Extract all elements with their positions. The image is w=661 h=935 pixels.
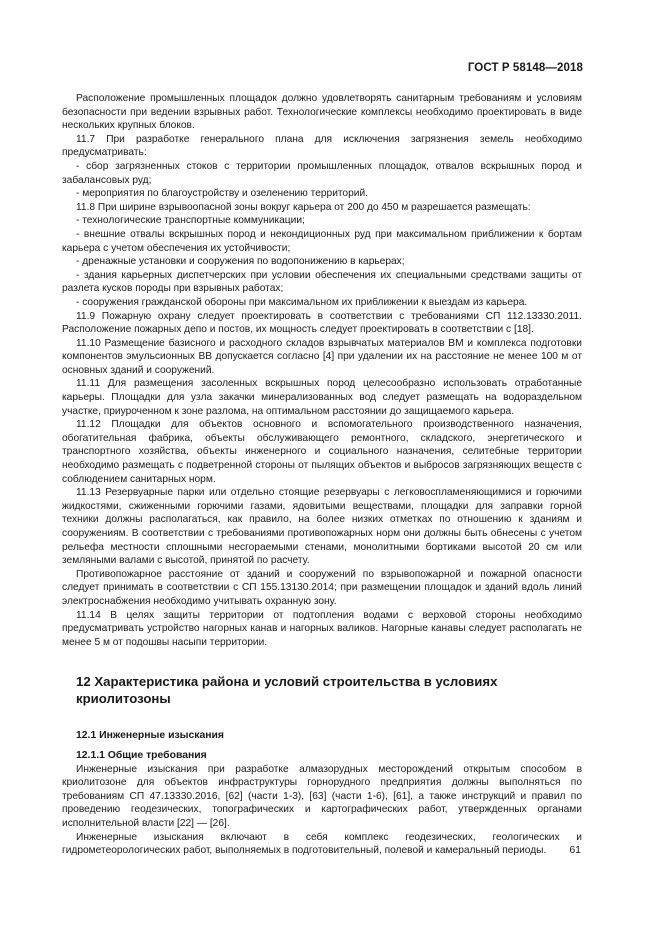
list-item: - технологические транспортные коммуникации; <box>76 215 305 227</box>
subsection-heading-12-1: 12.1 Инженерные изыскания <box>76 730 224 742</box>
document-body <box>62 92 582 858</box>
paragraph: Расположение промышленных площадок должно удовлетворять санитарным требованиям и условиям безопасности при ведении взрывных работ. Технологические комплексы необходимо проектировать в виде нескольких крупных блоков. <box>62 93 582 132</box>
paragraph-11-7: 11.7 При разработке генерального плана для исключения загрязнения земель необходимо предусматривать: <box>62 133 582 159</box>
section-heading-12: 12 Характеристика района и условий строительства в условиях криолитозоны <box>76 674 498 707</box>
list-item: - дренажные установки и сооружения по водопонижению в карьерах; <box>76 256 405 268</box>
paragraph-11-14: 11.14 В целях защиты территории от подтопления водами с верховой стороны необходимо предусматривать устройство нагорных канав и нагорных валиков. Нагорные канавы следует располагать не менее 5 м от подошвы насыпи территории. <box>62 609 582 648</box>
page-number: 61 <box>569 844 581 856</box>
paragraph: Инженерные изыскания включают в себя комплекс геодезических, геологических и гидрометеорологических работ, выполняемых в подготовительный, полевой и камеральный периоды. <box>62 831 582 857</box>
paragraph-11-11: 11.11 Для размещения засоленных вскрышных пород целесообразно использовать отработанные карьеры. Площадки для узла закачки минерализованных вод следует размещать на водораздельном участке, приуроченном к зоне разлома, на оптимальном расстоянии до защищаемого карьера. <box>62 378 582 417</box>
paragraph-11-12: 11.12 Площадки для объектов основного и вспомогательного производственного назначения, обогатительная фабрика, объекты обслуживающего ремонтного, складского, энергетического и транспортного хозяйства, объекты инженерного и социального назначения, селитебные территории необходимо размещать с подветренной стороны от пылящих объектов и выбросов загрязняющих веществ с соблюдением санитарных норм. <box>62 419 582 485</box>
list-item: - мероприятия по благоустройству и озеленению территорий. <box>76 188 368 200</box>
paragraph-11-8: 11.8 При ширине взрывоопасной зоны вокруг карьера от 200 до 450 м разрешается размещать: <box>76 201 531 213</box>
document-id-header: ГОСТ Р 58148—2018 <box>467 62 583 74</box>
paragraph-11-13: 11.13 Резервуарные парки или отдельно стоящие резервуары с легковоспламеняющимися и горючими жидкостями, сжиженными горючими газами, ядовитыми веществами, площадки для заправки горной техники должны располагаться, как правило, на более низких отметках по отношению к зданиям и сооружениям. В соответствии с требованиями противопожарных норм они должны быть обнесены с учетом рельефа местности сплошными несгораемыми стенами, монолитными бортиками высотой 20 см или земляными валами с высотой, принятой по расчету. <box>62 487 582 567</box>
paragraph: Инженерные изыскания при разработке алмазорудных месторождений открытым способом в криолитозоне для объектов инфраструктуры горнорудного предприятия должны выполняться по требованиям СП 47.13330.2016, [62] (части 1-3), [63] (части 1-6), [61], а также инструкций и правил по проведению геодезических, топографических и картографических работ, утвержденных органами исполнительной власти [22] — [26]. <box>62 763 582 829</box>
paragraph-11-9: 11.9 Пожарную охрану следует проектировать в соответствии с требованиями СП 112.13330.2011. Расположение пожарных депо и постов, их мощность следует проектировать в соответствии с [18]. <box>62 310 582 336</box>
list-item: - сбор загрязненных стоков с территории промышленных площадок, отвалов вскрышных пород и забалансовых руд; <box>62 160 582 186</box>
list-item: - сооружения гражданской обороны при максимальном их приближении к выездам из карьера. <box>76 296 528 308</box>
subsection-heading-12-1-1: 12.1.1 Общие требования <box>76 749 207 761</box>
paragraph: Противопожарное расстояние от зданий и сооружений по взрывопожарной и пожарной опасности следует принимать в соответствии с СП 155.13130.2014; при размещении площадок и зданий вдоль линий электроснабжения необходимо учитывать охранную зону. <box>62 568 582 607</box>
list-item: - здания карьерных диспетчерских при условии обеспечения их специальными средствами защиты от разлета кусков породы при взрывных работах; <box>62 269 582 295</box>
list-item: - внешние отвалы вскрышных пород и некондиционных руд при максимальном приближении к бортам карьера с учетом обеспечения их устойчивости; <box>62 228 582 254</box>
paragraph-11-10: 11.10 Размещение базисного и расходного складов взрывчатых материалов ВМ и комплекса подготовки компонентов эмульсионных ВВ допускается согласно [4] при удалении их на расстояние не менее 100 м от основных зданий и сооружений. <box>62 337 582 376</box>
